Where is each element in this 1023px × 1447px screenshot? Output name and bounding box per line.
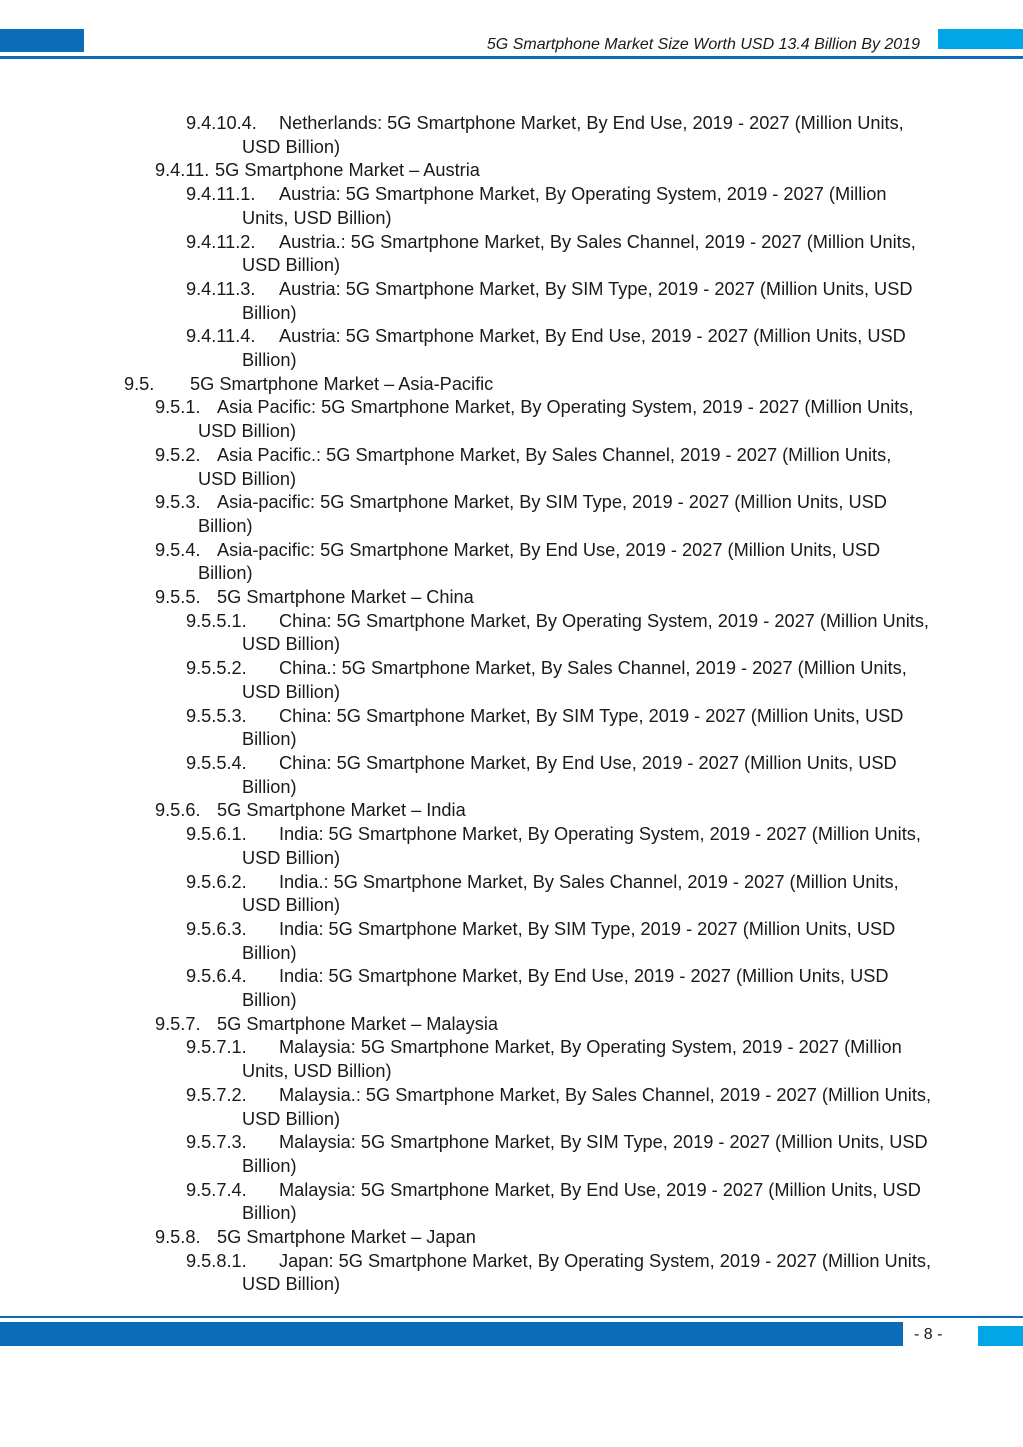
toc-entry-number: 9.5.1. xyxy=(155,397,201,418)
toc-entry-title: Austria: 5G Smartphone Market, By End Use, 2019 - 2027 (Million Units, USD Billion) xyxy=(242,326,906,371)
toc-entry-number: 9.5.2. xyxy=(155,444,201,465)
toc-entry-number: 9.4.11. xyxy=(155,160,210,181)
toc-entry-number: 9.4.11.4. xyxy=(186,326,256,347)
toc-entry[interactable] xyxy=(0,396,1023,443)
toc-entry[interactable] xyxy=(0,1250,1023,1297)
toc-entry-number: 9.4.10.4. xyxy=(186,113,257,133)
footer-rule xyxy=(0,1316,1023,1318)
toc-entry-title: Japan: 5G Smartphone Market, By Operating System, 2019 - 2027 (Million Units, USD Billion) xyxy=(242,1250,932,1295)
toc-entry[interactable] xyxy=(0,586,1023,610)
toc-entry[interactable] xyxy=(0,159,1023,183)
toc-entry-number: 9.5.5.3. xyxy=(186,705,247,726)
toc-entry-number: 9.5.5.4. xyxy=(186,752,247,773)
toc-entry-number: 9.4.11.2. xyxy=(186,231,256,252)
toc-entry-title: Austria: 5G Smartphone Market, By SIM Type, 2019 - 2027 (Million Units, USD Billion) xyxy=(242,278,913,323)
toc-entry-number: 9.5.5. xyxy=(155,587,201,608)
toc-entry-title: Netherlands: 5G Smartphone Market, By End Use, 2019 - 2027 (Million Units, USD Billion) xyxy=(242,113,904,157)
toc-entry-title: Asia-pacific: 5G Smartphone Market, By SIM Type, 2019 - 2027 (Million Units, USD Billion) xyxy=(198,492,887,536)
page-number: - 8 - xyxy=(914,1326,943,1343)
toc-entry-number: 9.5.6.4. xyxy=(186,966,247,987)
toc-entry[interactable] xyxy=(0,918,1023,965)
toc-entry-title: China: 5G Smartphone Market, By SIM Type, 2019 - 2027 (Million Units, USD Billion) xyxy=(242,705,904,750)
toc-entry-title: India: 5G Smartphone Market, By SIM Type, 2019 - 2027 (Million Units, USD Billion) xyxy=(242,918,896,963)
toc-entry-number: 9.5.6.3. xyxy=(186,918,247,939)
toc-entry-title: 5G Smartphone Market – Japan xyxy=(217,1227,476,1248)
toc-entry-title: Austria: 5G Smartphone Market, By Operating System, 2019 - 2027 (Million Units, USD Billion) xyxy=(242,184,887,228)
toc-entry[interactable] xyxy=(0,1036,1023,1083)
toc-entry[interactable] xyxy=(0,325,1023,372)
toc-entry[interactable] xyxy=(0,752,1023,799)
toc-entry-number: 9.5.7.1. xyxy=(186,1037,247,1058)
toc-entry-title: Asia Pacific: 5G Smartphone Market, By Operating System, 2019 - 2027 (Million Units, USD Billion) xyxy=(198,397,914,442)
footer-accent-right xyxy=(978,1326,1023,1346)
toc-entry[interactable] xyxy=(0,1131,1023,1178)
toc-entry[interactable] xyxy=(0,112,1023,159)
toc-entry[interactable] xyxy=(0,278,1023,325)
toc-entry-number: 9.5.7.3. xyxy=(186,1132,247,1153)
toc-entry[interactable] xyxy=(0,231,1023,278)
toc-entry-title: Malaysia: 5G Smartphone Market, By End Use, 2019 - 2027 (Million Units, USD Billion) xyxy=(242,1179,921,1224)
toc-entry[interactable] xyxy=(0,491,1023,538)
toc-entry[interactable] xyxy=(0,1226,1023,1250)
toc-entry[interactable] xyxy=(0,1013,1023,1037)
toc-entry-number: 9.5. xyxy=(124,373,155,394)
toc-entry-title: Malaysia: 5G Smartphone Market, By SIM Type, 2019 - 2027 (Million Units, USD Billion) xyxy=(242,1132,928,1176)
toc-entry[interactable] xyxy=(0,373,1023,397)
toc-entry-number: 9.5.6. xyxy=(155,800,201,821)
toc-entry-title: 5G Smartphone Market – Asia-Pacific xyxy=(190,373,494,394)
toc-entry-title: China: 5G Smartphone Market, By End Use, 2019 - 2027 (Million Units, USD Billion) xyxy=(242,752,897,797)
header-accent-right xyxy=(938,29,1023,49)
toc-entry-number: 9.5.3. xyxy=(155,492,201,513)
toc-entry-title: China.: 5G Smartphone Market, By Sales Channel, 2019 - 2027 (Million Units, USD Billion) xyxy=(242,658,907,702)
toc-entry-title: 5G Smartphone Market – Malaysia xyxy=(217,1013,499,1034)
toc-entry-number: 9.5.7.2. xyxy=(186,1084,247,1105)
toc-entry-number: 9.4.11.3. xyxy=(186,278,256,299)
toc-entry-title: India: 5G Smartphone Market, By Operating System, 2019 - 2027 (Million Units, USD Billion) xyxy=(242,824,921,868)
toc-entry-number: 9.5.6.2. xyxy=(186,871,247,892)
toc-entry-number: 9.5.8.1. xyxy=(186,1250,247,1271)
toc-entry[interactable] xyxy=(0,871,1023,918)
toc-entry-title: 5G Smartphone Market – India xyxy=(217,800,466,821)
toc-entry-title: Asia-pacific: 5G Smartphone Market, By End Use, 2019 - 2027 (Million Units, USD Billion) xyxy=(198,539,881,584)
toc-entry[interactable] xyxy=(0,657,1023,704)
toc-entry-number: 9.5.4. xyxy=(155,539,201,560)
toc-entry[interactable] xyxy=(0,610,1023,657)
toc-entry[interactable] xyxy=(0,823,1023,870)
toc-entry-title: India: 5G Smartphone Market, By End Use, 2019 - 2027 (Million Units, USD Billion) xyxy=(242,966,889,1011)
toc-entry[interactable] xyxy=(0,705,1023,752)
toc-entry-title: Malaysia: 5G Smartphone Market, By Operating System, 2019 - 2027 (Million Units, USD Billion) xyxy=(242,1037,902,1082)
toc-entry[interactable] xyxy=(0,539,1023,586)
toc-entry-number: 9.4.11.1. xyxy=(186,184,256,205)
toc-entry-number: 9.5.5.1. xyxy=(186,610,247,631)
header-title: 5G Smartphone Market Size Worth USD 13.4 Billion By 2019 xyxy=(486,36,920,53)
table-of-contents xyxy=(0,112,1023,1297)
toc-entry-title: Malaysia.: 5G Smartphone Market, By Sales Channel, 2019 - 2027 (Million Units, USD Billion) xyxy=(242,1084,932,1129)
toc-entry[interactable] xyxy=(0,1179,1023,1226)
toc-entry-number: 9.5.6.1. xyxy=(186,824,247,845)
header-rule xyxy=(0,56,1023,59)
toc-entry-number: 9.5.5.2. xyxy=(186,658,247,679)
toc-entry[interactable] xyxy=(0,444,1023,491)
toc-entry[interactable] xyxy=(0,799,1023,823)
toc-entry-title: 5G Smartphone Market – China xyxy=(217,587,474,608)
toc-entry-title: Asia Pacific.: 5G Smartphone Market, By Sales Channel, 2019 - 2027 (Million Units, USD Billion) xyxy=(198,444,892,489)
footer-accent-left xyxy=(0,1322,903,1346)
toc-entry[interactable] xyxy=(0,965,1023,1012)
header-accent-left xyxy=(0,29,84,52)
toc-entry-number: 9.5.7. xyxy=(155,1013,201,1034)
toc-entry-title: China: 5G Smartphone Market, By Operating System, 2019 - 2027 (Million Units, USD Billion) xyxy=(242,610,929,655)
toc-entry-number: 9.5.7.4. xyxy=(186,1179,247,1200)
toc-entry-number: 9.5.8. xyxy=(155,1227,201,1248)
toc-entry-title: 5G Smartphone Market – Austria xyxy=(215,160,480,181)
toc-entry-title: Austria.: 5G Smartphone Market, By Sales Channel, 2019 - 2027 (Million Units, USD Billion) xyxy=(242,231,916,276)
toc-entry-title: India.: 5G Smartphone Market, By Sales Channel, 2019 - 2027 (Million Units, USD Billion) xyxy=(242,871,899,916)
toc-entry[interactable] xyxy=(0,183,1023,230)
toc-entry[interactable] xyxy=(0,1084,1023,1131)
